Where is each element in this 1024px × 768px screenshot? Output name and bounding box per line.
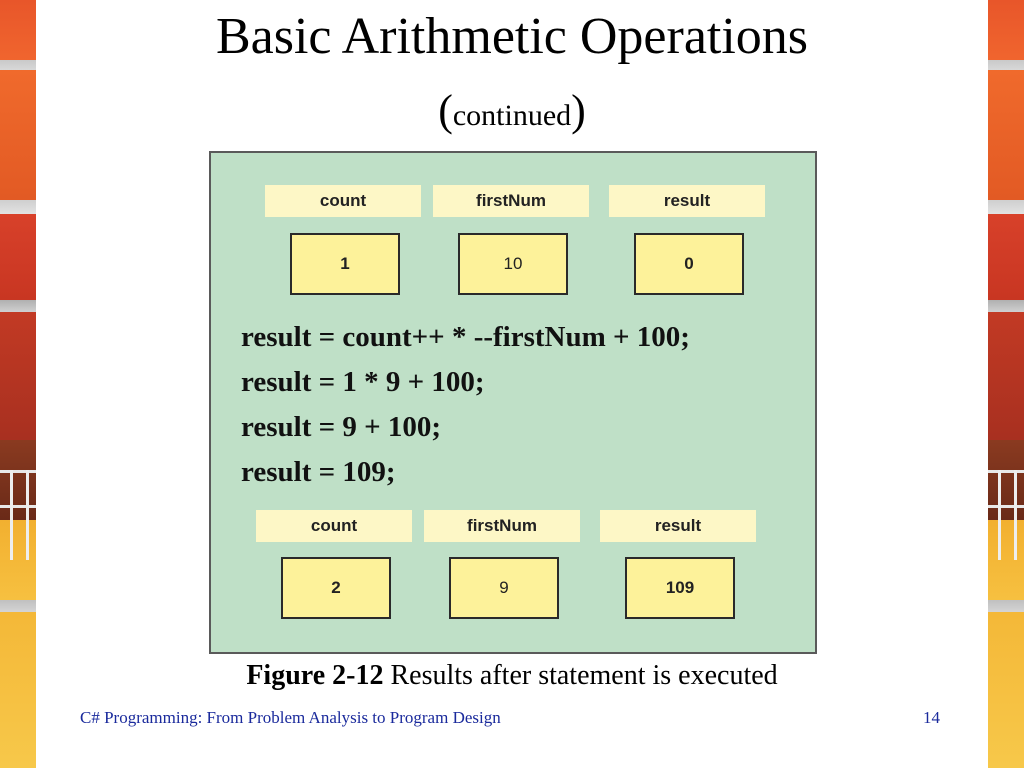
footer-page-number: 14	[923, 708, 940, 727]
left-building-decoration	[0, 0, 36, 768]
statement-line: result = count++ * --firstNum + 100;	[241, 321, 690, 353]
after-value-result: 109	[625, 557, 735, 619]
before-value-result: 0	[634, 233, 744, 295]
after-value-count: 2	[281, 557, 391, 619]
statement-line: result = 109;	[241, 456, 396, 488]
right-building-decoration	[988, 0, 1024, 768]
caption-text: Results after statement is executed	[383, 660, 778, 691]
subtitle-word: continued	[452, 99, 572, 132]
after-label-count: count	[256, 510, 412, 542]
before-label-firstnum: firstNum	[433, 185, 589, 217]
before-value-count: 1	[290, 233, 400, 295]
statement-list	[241, 315, 690, 495]
figure-caption	[60, 658, 964, 694]
subtitle-open-paren: (	[438, 86, 453, 135]
after-value-firstnum: 9	[449, 557, 559, 619]
footer-book-title: C# Programming: From Problem Analysis to Program Design	[80, 708, 501, 727]
before-value-firstnum: 10	[458, 233, 568, 295]
figure-panel	[209, 151, 817, 654]
figure-number: Figure 2-12	[246, 660, 384, 691]
after-label-result: result	[600, 510, 756, 542]
before-label-count: count	[265, 185, 421, 217]
before-label-result: result	[609, 185, 765, 217]
subtitle-close-paren: )	[571, 86, 586, 135]
statement-line: result = 1 * 9 + 100;	[241, 366, 485, 398]
after-label-firstnum: firstNum	[424, 510, 580, 542]
slide-subtitle	[60, 86, 964, 141]
slide-title: Basic Arithmetic Operations	[215, 8, 809, 65]
statement-line: result = 9 + 100;	[241, 411, 442, 443]
